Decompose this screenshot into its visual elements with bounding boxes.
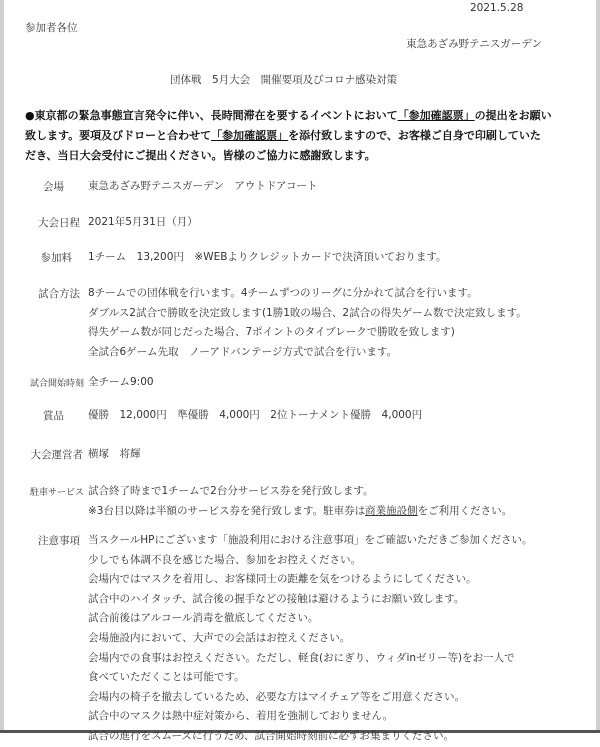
notice-emphasis: 「参加確認票」: [397, 109, 475, 122]
page-edge-left: [0, 0, 4, 733]
notice-text: を添付致しますので、お客様ご自身で印刷していた: [288, 129, 541, 142]
notice-text: ●東京都の緊急事態宣言発令に伴い、長時間滞在を要するイベントにおいて: [25, 109, 398, 122]
value-format: ダブルス2試合で勝敗を決定致します(1勝1敗の場合、2試合の得失ゲーム数で決定致します。: [88, 306, 527, 319]
label-parking: 駐車サービス: [29, 488, 84, 498]
document-date: 2021.5.28: [470, 2, 524, 14]
value-format: 8チームでの団体戦を行います。4チームずつのリーグに分かれて試合を行います。: [88, 287, 478, 299]
label-prize: 賞品: [43, 410, 64, 422]
value-fee: 1チーム 13,200円 ※WEBよりクレジットカードで決済頂いております。: [88, 251, 447, 263]
label-schedule: 大会日程: [38, 217, 80, 229]
label-notes: 注意事項: [38, 535, 80, 547]
value-organizer: 横塚 将輝: [88, 448, 141, 460]
value-start: 全チーム9:00: [88, 376, 154, 388]
note-line: 会場内の椅子を撤去しているため、必要な方はマイチェア等をご用意ください。: [88, 690, 466, 703]
note-line: 会場内ではマスクを着用し、お客様同士の距離を気をつけるようにしてください。: [88, 573, 477, 586]
notice-text: 致します。要項及びドローと合わせて: [25, 129, 212, 142]
label-fee: 参加料: [40, 252, 72, 264]
note-line: 食べていただくことは可能です。: [88, 671, 245, 684]
notice-text: の提出をお願い: [474, 109, 552, 122]
page-edge-right: [596, 0, 600, 733]
addressee: 参加者各位: [25, 22, 78, 34]
value-parking: ※3台目以降は半額のサービス券を発行致します。駐車券は: [88, 505, 366, 517]
value-venue: 東急あざみ野テニスガーデン アウトドアコート: [88, 180, 318, 192]
note-line: 試合中のマスクは熱中症対策から、着用を強制しておりません。: [88, 710, 394, 723]
note-line: 試合の進行をスムーズに行うため、試合開始時刻前に必ずお集まりください。: [88, 730, 455, 742]
value-parking: をご利用ください。: [417, 505, 513, 517]
label-organizer: 大会運営者: [30, 449, 83, 461]
label-venue: 会場: [43, 181, 64, 193]
document-title: 団体戦 5月大会 開催要項及びコロナ感染対策: [170, 74, 398, 86]
note-line: 会場内での食事はお控えください。ただし、軽食(おにぎり、ウィダinゼリー等)をお一人で: [88, 651, 515, 664]
notice-text: だき、当日大会受付にご提出ください。皆様のご協力に感謝致します。: [25, 149, 376, 162]
note-line: 会場施設内において、大声での会話はお控えください。: [88, 632, 351, 644]
value-prize: 優勝 12,000円 準優勝 4,000円 2位トーナメント優勝 4,000円: [88, 409, 423, 421]
note-line: 試合前後はアルコール消毒を徹底してください。: [88, 612, 319, 625]
sender: 東急あざみ野テニスガーデン: [406, 38, 542, 50]
note-line: 当スクールHPにございます「施設利用における注意事項」をご確認いただきご参加ください。: [88, 534, 533, 546]
value-parking: 試合終了時まで1チームで2台分サービス券を発行致します。: [88, 485, 374, 497]
note-line: 試合中のハイタッチ、試合後の握手などの接触は避けるようにお願い致します。: [88, 592, 465, 605]
note-line: 少しでも体調不良を感じた場合、参加をお控えください。: [88, 553, 361, 566]
value-format: 全試合6ゲーム先取 ノーアドバンテージ方式で試合を行います。: [88, 345, 398, 358]
value-schedule: 2021年5月31日（月）: [88, 216, 198, 228]
label-format: 試合方法: [38, 288, 80, 300]
commercial-facility-link: 商業施設側: [365, 505, 418, 517]
value-format: 得失ゲーム数が同じだった場合、7ポイントのタイブレークで勝敗を致します): [88, 326, 455, 339]
label-start: 試合開始時刻: [29, 379, 84, 389]
notice-emphasis: 「参加確認票」: [211, 129, 289, 142]
